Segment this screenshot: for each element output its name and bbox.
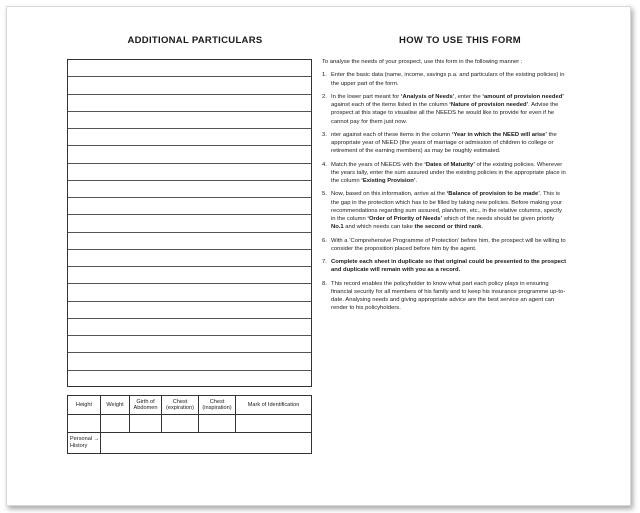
measurement-value-cell <box>101 415 130 432</box>
instruction-number: 2. <box>322 93 327 100</box>
instruction-number: 6. <box>322 237 327 244</box>
instruction-number: 5. <box>322 191 327 198</box>
instruction-text: In the lower part meant for ‘Analysis of Needs’, enter the ‘amount of provision needed’ against each of the items listed in the column ‘Nature of provision needed’. Advise the prospect at this stage to visualise all the NEEDS he would like to provide for even if he cannot pay for them just now. <box>331 93 564 125</box>
personal-history-field <box>101 433 311 453</box>
instruction-item <box>322 71 568 88</box>
instruction-text: nter against each of these items in the column ‘Year in which the NEED will arise’ the appropriate year of NEED (the years of marriage or admission of children to college or retirement of the earning members) as may be roughly estimated. <box>331 131 557 155</box>
personal-history-row <box>68 433 311 453</box>
writing-line <box>68 215 311 232</box>
writing-line <box>68 371 311 388</box>
writing-line <box>68 198 311 215</box>
instruction-number: 8. <box>322 280 327 287</box>
how-to-use-heading: HOW TO USE THIS FORM <box>399 35 521 46</box>
writing-line <box>68 181 311 198</box>
instruction-list <box>322 71 568 312</box>
writing-line <box>68 77 311 94</box>
personal-history-label: Personal → History <box>68 433 101 453</box>
writing-line <box>68 95 311 112</box>
writing-line <box>68 319 311 336</box>
instruction-text: Now, based on this information, arrive at the ‘Balance of provision to be made’. This is the gap in the protection which has to be filled by taking new policies. Before making your recommendations regarding sum assured, plan/term, etc., in the relative columns, specify in the column ‘Order of Priority of Needs’ which of the needs should be given priority No.1 and which needs can take the second or third rank. <box>331 191 562 231</box>
writing-line <box>68 267 311 284</box>
instruction-item <box>322 93 568 126</box>
instruction-text: Match the years of NEEDS with the ‘Dates of Maturity’ of the existing policies. Wherever the years tally, enter the sum assured under the existing policies in the appropriate place in the column ‘Existing Provision’. <box>331 161 566 184</box>
instruction-item <box>322 131 568 156</box>
additional-particulars-lines <box>67 59 312 387</box>
instruction-text: This record enables the policyholder to know what part each policy plays in ensuring financial security for all members of his family and to keep his insurance programme up-to-date. Analysing needs and giving appropriate advice are the best service an agent can render to his policyholders. <box>331 280 566 312</box>
measurement-value-cell <box>236 415 311 432</box>
measurement-header: Weight <box>101 396 130 414</box>
writing-line <box>68 233 311 250</box>
writing-line <box>68 284 311 301</box>
measurement-header: Mark of Identification <box>247 401 300 408</box>
instruction-text: Complete each sheet in duplicate so that original could be presented to the prospect and duplicate will remain with you as a record. <box>331 259 567 274</box>
writing-line <box>68 302 311 319</box>
instructions <box>322 58 568 318</box>
instruction-number: 3. <box>322 131 327 138</box>
writing-line <box>68 146 311 163</box>
writing-line <box>68 164 311 181</box>
instruction-number: 1. <box>322 72 327 79</box>
additional-particulars-heading: ADDITIONAL PARTICULARS <box>127 35 263 46</box>
instruction-item <box>322 237 568 254</box>
measurements-value-row <box>68 415 311 433</box>
instruction-number: 7. <box>322 259 327 265</box>
instruction-text: With a ‘Comprehensive Programme of Protection’ before him, the prospect will be willing to consider the proposition placed before him by the agent. <box>331 237 566 252</box>
measurement-header: Height <box>68 396 101 414</box>
writing-line <box>68 60 311 77</box>
measurement-header: Chest (expiration) <box>162 396 199 414</box>
instruction-text: Enter the basic data (name, income, savings p.a. and particulars of the existing policies) in the upper part of the form. <box>331 72 565 87</box>
measurement-value-cell <box>130 415 162 432</box>
measurement-value-cell <box>162 415 199 432</box>
writing-line <box>68 250 311 267</box>
instruction-number: 4. <box>322 161 327 168</box>
measurement-header: Chest (inspiration) <box>199 396 236 414</box>
measurement-value-cell <box>199 415 236 432</box>
writing-line <box>68 336 311 353</box>
instruction-item <box>322 280 568 313</box>
writing-line <box>68 112 311 129</box>
measurement-value-cell <box>68 415 101 432</box>
instructions-intro: To analyse the needs of your prospect, use this form in the following manner : <box>322 59 523 65</box>
writing-line <box>68 353 311 370</box>
writing-line <box>68 129 311 146</box>
instruction-item <box>322 190 568 231</box>
instruction-item <box>322 161 568 186</box>
instruction-item <box>322 258 568 275</box>
body-measurements-table <box>67 395 312 454</box>
measurement-header: Girth of Abdomen <box>130 396 162 414</box>
measurements-header-row <box>68 396 311 415</box>
